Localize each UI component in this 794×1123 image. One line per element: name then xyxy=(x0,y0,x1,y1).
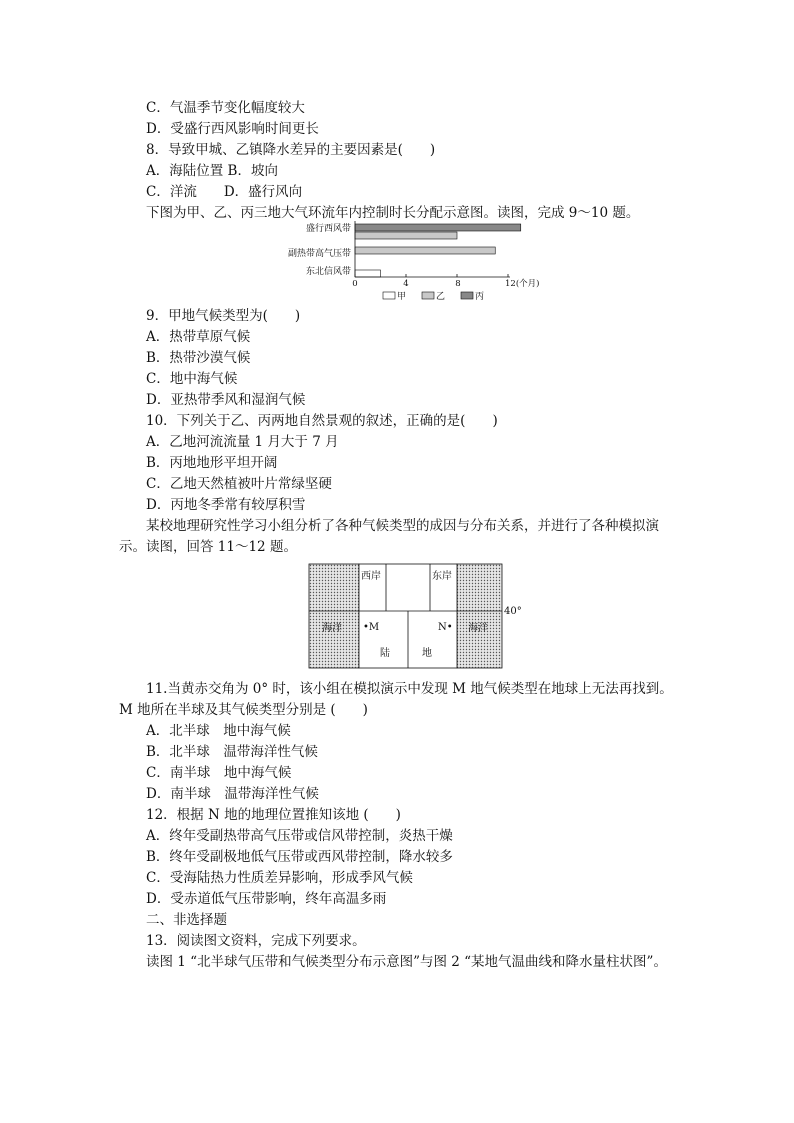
option-11d: D．南半球 温带海洋性气候 xyxy=(146,786,319,802)
x-tick-label-12: 12(个月) xyxy=(505,279,540,289)
option-9c: C．地中海气候 xyxy=(146,371,238,387)
question-13: 13．阅读图文资料，完成下列要求。 xyxy=(146,933,366,949)
continent-ocean-diagram xyxy=(300,561,540,671)
category-label-westerlies: 盛行西风带 xyxy=(305,224,351,234)
intro-11-12-line2: 示。读图，回答 11～12 题。 xyxy=(119,539,297,555)
bar-乙-0 xyxy=(355,232,457,239)
intro-9-10: 下图为甲、乙、丙三地大气环流年内控制时长分配示意图。读图，完成 9～10 题。 xyxy=(146,205,640,221)
option-11a: A．北半球 地中海气候 xyxy=(146,723,291,739)
x-tick-label-0: 0 xyxy=(352,279,358,289)
ocean-right-area xyxy=(457,564,502,668)
label-east-coast: 东岸 xyxy=(432,571,452,582)
point-n: N• xyxy=(438,622,453,633)
question-10: 10．下列关于乙、丙两地自然景观的叙述，正确的是( ) xyxy=(146,413,498,429)
circulation-bar-chart xyxy=(270,219,560,307)
label-west-coast: 西岸 xyxy=(361,571,381,582)
category-label-ne-trades: 东北信风带 xyxy=(305,267,351,277)
legend-label-jia: 甲 xyxy=(397,292,407,302)
question-9: 9．甲地气候类型为( ) xyxy=(146,308,301,324)
legend-label-yi: 乙 xyxy=(436,292,446,302)
label-land-1: 陆 xyxy=(380,648,390,659)
bar-乙-1 xyxy=(355,247,495,254)
legend-swatch-jia xyxy=(383,292,395,299)
option-7d: D．受盛行西风影响时间更长 xyxy=(146,121,319,137)
legend-swatch-yi xyxy=(422,292,434,299)
option-12c: C．受海陆热力性质差异影响，形成季风气候 xyxy=(146,870,413,886)
option-11b: B．北半球 温带海洋性气候 xyxy=(146,744,318,760)
bar-丙-0 xyxy=(355,224,521,231)
option-9b: B．热带沙漠气候 xyxy=(146,350,251,366)
label-land-2: 地 xyxy=(422,648,432,659)
label-latitude: 40° xyxy=(504,606,522,617)
option-12a: A．终年受副热带高气压带或信风带控制，炎热干燥 xyxy=(146,828,453,844)
legend-label-bing: 丙 xyxy=(475,292,485,302)
intro-11-12-line1: 某校地理研究性学习小组分析了各种气候类型的成因与分布关系，并进行了各种模拟演 xyxy=(146,518,659,534)
bar-甲-2 xyxy=(355,270,381,277)
category-label-subtropical-high: 副热带高气压带 xyxy=(287,249,351,259)
question-11-line1: 11.当黄赤交角为 0° 时，该小组在模拟演示中发现 M 地气候类型在地球上无法再找到。 xyxy=(146,681,673,697)
option-12d: D．受赤道低气压带影响，终年高温多雨 xyxy=(146,891,387,907)
option-11c: C．南半球 地中海气候 xyxy=(146,765,292,781)
option-7c: C．气温季节变化幅度较大 xyxy=(146,100,305,116)
label-ocean-left: 海洋 xyxy=(322,623,342,634)
option-12b: B．终年受副极地低气压带或西风带控制，降水较多 xyxy=(146,849,453,865)
legend-swatch-bing xyxy=(461,292,473,299)
option-8cd: C．洋流 D．盛行风向 xyxy=(146,184,303,200)
option-9a: A．热带草原气候 xyxy=(146,329,251,345)
section-heading-nonchoice: 二、非选择题 xyxy=(146,912,227,928)
x-tick-label-4: 4 xyxy=(403,279,409,289)
option-10a: A．乙地河流流量 1 月大于 7 月 xyxy=(146,434,339,450)
label-ocean-right: 海洋 xyxy=(468,623,488,634)
question-12: 12．根据 N 地的地理位置推知该地 ( ) xyxy=(146,807,401,823)
point-m: •M xyxy=(363,622,380,633)
question-11-line2: M 地所在半球及其气候类型分别是 ( ) xyxy=(119,702,368,718)
question-8: 8．导致甲城、乙镇降水差异的主要因素是( ) xyxy=(146,142,436,158)
question-13-instructions: 读图 1 “北半球气压带和气候类型分布示意图”与图 2 “某地气温曲线和降水量柱状图”。 xyxy=(146,954,667,970)
option-10c: C．乙地天然植被叶片常绿坚硬 xyxy=(146,476,332,492)
ocean-left-area xyxy=(309,564,359,668)
option-10d: D．丙地冬季常有较厚积雪 xyxy=(146,497,306,513)
x-tick-label-8: 8 xyxy=(455,279,461,289)
option-9d: D．亚热带季风和湿润气候 xyxy=(146,392,306,408)
option-8ab: A．海陆位置 B．坡向 xyxy=(146,163,278,179)
option-10b: B．丙地地形平坦开阔 xyxy=(146,455,278,471)
